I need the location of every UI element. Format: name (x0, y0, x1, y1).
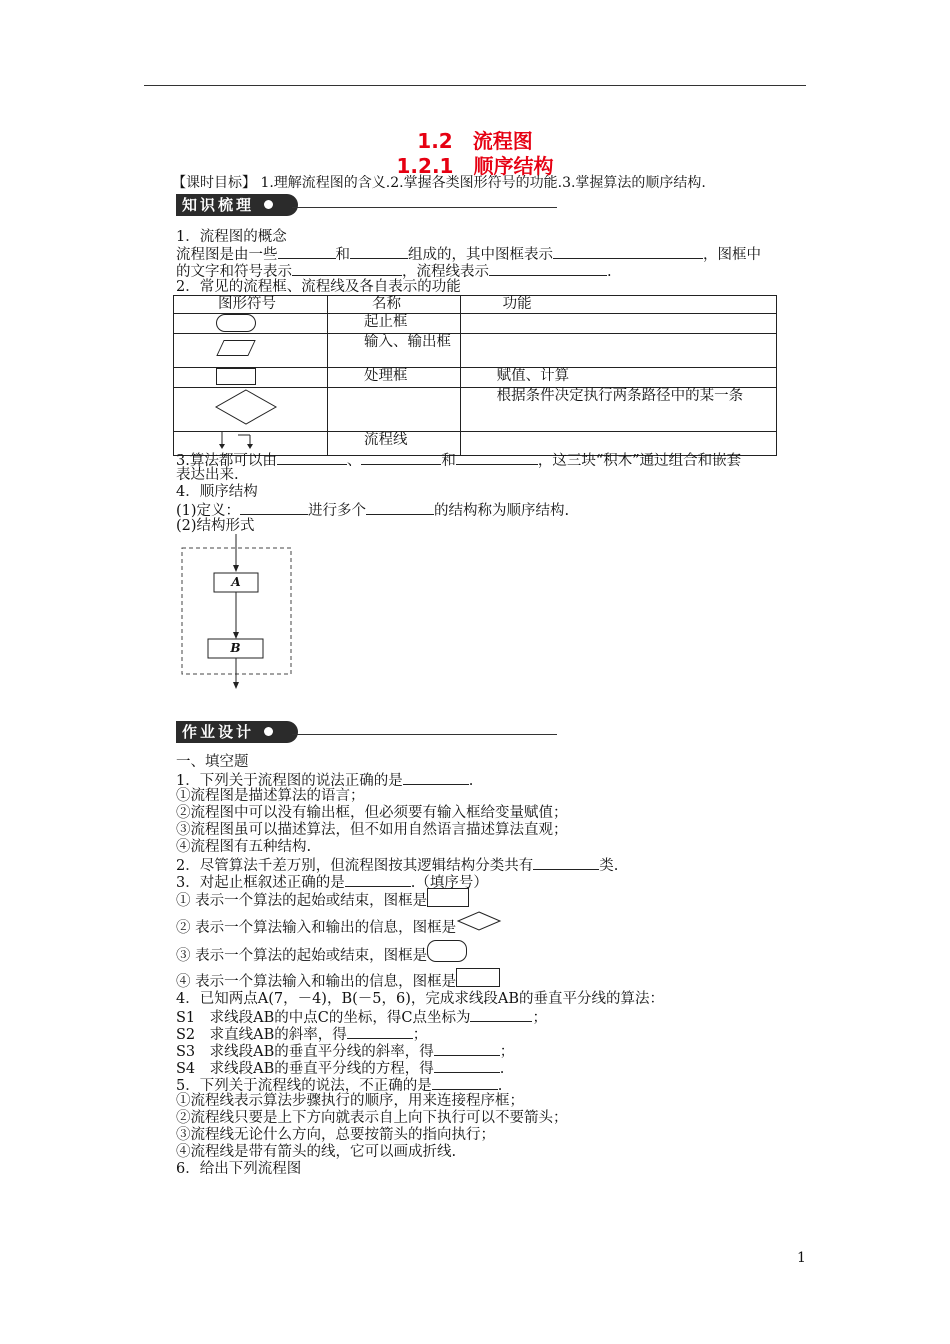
diamond-icon (180, 388, 320, 426)
homework-banner-label: 作业设计 (182, 723, 255, 741)
k2-title: 2．常见的流程框、流程线及各自表示的功能 (176, 279, 461, 295)
box-b-label: B (230, 641, 241, 655)
blank (553, 245, 703, 259)
header-rule (144, 85, 806, 86)
text: . (607, 264, 612, 280)
process-shape-cell (174, 368, 328, 388)
text: 类. (599, 858, 619, 874)
text: 、 (346, 453, 362, 469)
rectangle-icon (216, 368, 256, 385)
dot-icon (264, 727, 273, 736)
sequence-structure-diagram (175, 534, 300, 692)
text: 2．尽管算法千差万别，但流程图按其逻辑结构分类共有 (176, 858, 534, 874)
blank (434, 1042, 500, 1056)
q3-option (176, 974, 500, 991)
header-name: 名称 (327, 296, 460, 314)
text: .（填序号） (410, 875, 488, 891)
k3-line1 (176, 451, 741, 470)
blank (292, 262, 402, 276)
text: 3．对起止框叙述正确的是 (176, 875, 345, 891)
q1-option: ②流程图中可以没有输出框，但必须要有输入框给变量赋值； (176, 805, 568, 821)
k3-line2: 表达出来. (176, 467, 239, 483)
blank (366, 501, 434, 515)
knowledge-banner-label: 知识梳理 (182, 196, 255, 214)
q4-stem: 4．已知两点A(7，－4)，B(－5，6)，完成求线段AB的垂直平分线的算法： (176, 991, 665, 1007)
text: 的文字和符号表示 (176, 264, 292, 280)
banner-rule (292, 207, 557, 208)
text: 的结构称为顺序结构. (434, 503, 570, 519)
q1-option: ④流程图有五种结构. (176, 839, 312, 855)
text: 和 (335, 247, 350, 263)
k1-title: 1．流程图的概念 (176, 229, 287, 245)
header-symbol: 图形符号 (174, 296, 328, 314)
blank (403, 771, 469, 785)
parallelogram-icon (216, 340, 255, 356)
table-cell (327, 388, 460, 432)
q3-option (176, 948, 467, 965)
q3-option (176, 920, 502, 937)
q3-option (176, 893, 469, 910)
box-a-label: A (231, 575, 241, 589)
k4-form: (2)结构形式 (176, 518, 255, 534)
knowledge-banner (176, 194, 298, 216)
q5-option: ②流程线只要是上下方向就表示自上向下执行可以不要箭头； (176, 1110, 568, 1126)
blank (361, 451, 441, 465)
table-cell: 起止框 (327, 314, 460, 334)
terminal-shape-cell (174, 314, 328, 334)
blank (278, 245, 336, 259)
lesson-objective: 【课时目标】 1.理解流程图的含义.2.掌握各类图形符号的功能.3.掌握算法的顺序结构. (172, 175, 706, 191)
text: S4 求线段AB的垂直平分线的方程，得 (176, 1061, 434, 1077)
text: 5．下列关于流程线的说法，不正确的是 (176, 1078, 432, 1094)
text: ③ 表示一个算法的起始或结束，图框是 (176, 948, 428, 964)
dot-icon (264, 200, 273, 209)
section-title: 1.2 流程图 (417, 129, 533, 153)
text: ，图框中 (703, 247, 761, 263)
decision-shape-cell (174, 388, 328, 432)
terminal-icon (427, 940, 467, 962)
text: S2 求直线AB的斜率，得 (176, 1027, 347, 1043)
rectangle-icon (456, 968, 500, 987)
blank (347, 1025, 413, 1039)
header-function: 功能 (460, 296, 776, 314)
text: 和 (441, 453, 456, 469)
text: ② 表示一个算法输入和输出的信息，图框是 (176, 920, 457, 936)
blank (350, 245, 408, 259)
text: (1)定义： (176, 503, 241, 519)
text: ； (499, 1044, 515, 1060)
blank (345, 873, 411, 887)
blank (456, 451, 538, 465)
rectangle-icon (427, 888, 469, 907)
q6-stem: 6．给出下列流程图 (176, 1161, 302, 1177)
q5-option: ④流程线是带有箭头的线，它可以画成折线. (176, 1144, 457, 1160)
flowline-icon (180, 432, 320, 450)
text: ； (412, 1027, 428, 1043)
q5-option: ①流程线表示算法步骤执行的顺序，用来连接程序框； (176, 1093, 524, 1109)
k4-title: 4．顺序结构 (176, 484, 258, 500)
hw-part: 一、填空题 (176, 754, 249, 770)
diamond-icon (456, 911, 502, 931)
terminal-icon (216, 314, 256, 332)
text: 1．下列关于流程图的说法正确的是 (176, 773, 403, 789)
table-cell (460, 334, 776, 368)
blank (533, 856, 599, 870)
text: 流程图是由一些 (176, 247, 278, 263)
blank (434, 1059, 500, 1073)
table-cell: 根据条件决定执行两条路径中的某一条 (460, 388, 776, 432)
text: ① 表示一个算法的起始或结束，图框是 (176, 893, 428, 909)
q5-option: ③流程线无论什么方向，总要按箭头的指向执行； (176, 1127, 495, 1143)
table-cell: 处理框 (327, 368, 460, 388)
q1-option: ①流程图是描述算法的语言； (176, 788, 365, 804)
blank (470, 1008, 532, 1022)
subsection-title: 1.2.1 顺序结构 (396, 154, 554, 178)
text: . (499, 1061, 505, 1077)
table-cell: 输入、输出框 (327, 334, 460, 368)
text: . (468, 773, 474, 789)
blank (489, 262, 607, 276)
text: 组成的，其中图框表示 (408, 247, 553, 263)
text: ； (532, 1010, 547, 1026)
text: 进行多个 (308, 503, 367, 519)
homework-banner (176, 721, 298, 743)
text: S3 求线段AB的垂直平分线的斜率，得 (176, 1044, 434, 1060)
table-cell: 赋值、计算 (460, 368, 776, 388)
flowchart-symbol-table (173, 295, 777, 456)
q1-option: ③流程图虽可以描述算法，但不如用自然语言描述算法直观； (176, 822, 568, 838)
banner-rule (292, 734, 557, 735)
table-cell: 流程线 (327, 432, 460, 456)
text: ，这三块“积木”通过组合和嵌套 (537, 453, 742, 469)
io-shape-cell (174, 334, 328, 368)
text: ④ 表示一个算法输入和输出的信息，图框是 (176, 974, 457, 990)
text: 3.算法都可以由 (176, 453, 277, 469)
page-number: 1 (797, 1250, 806, 1266)
table-cell (460, 314, 776, 334)
blank (277, 451, 347, 465)
text: . (497, 1078, 503, 1094)
blank (432, 1076, 498, 1090)
text: ，流程线表示 (402, 264, 489, 280)
blank (240, 501, 308, 515)
text: S1 求线段AB的中点C的坐标，得C点坐标为 (176, 1010, 471, 1026)
